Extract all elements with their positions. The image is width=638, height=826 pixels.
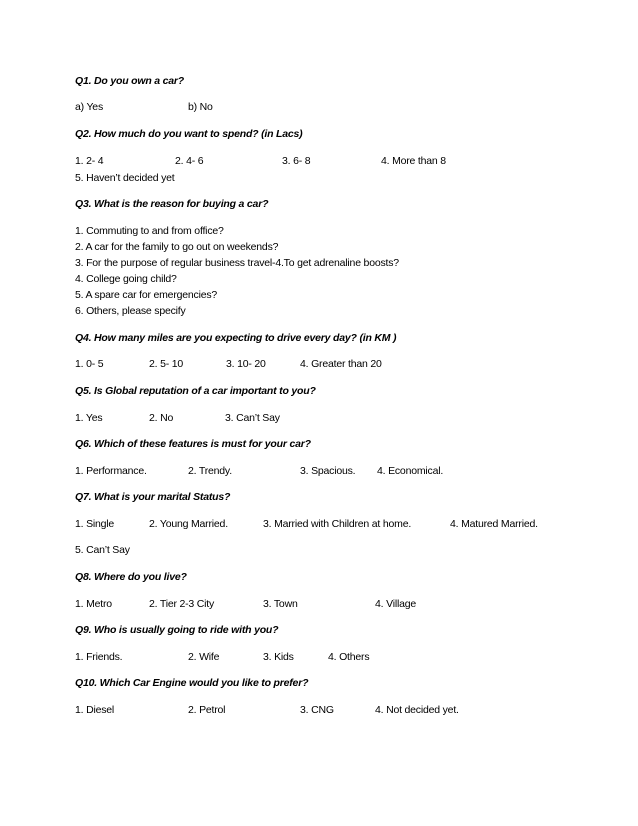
option: 3. For the purpose of regular business travel-4.To get adrenaline boosts? (75, 257, 399, 269)
option: 2. A car for the family to go out on weekends? (75, 241, 279, 253)
question-title: Q3. What is the reason for buying a car? (75, 198, 269, 210)
option: 5. Can’t Say (75, 544, 130, 556)
option: 5. A spare car for emergencies? (75, 289, 218, 301)
option: 4. Village (375, 598, 417, 610)
option: 1. Commuting to and from office? (75, 225, 224, 237)
option: 4. Matured Married. (450, 518, 538, 530)
option: 2. 5- 10 (149, 358, 184, 370)
option: 2. Tier 2-3 City (149, 598, 215, 610)
option: 3. CNG (300, 704, 334, 716)
option: 1. 0- 5 (75, 358, 104, 370)
option: 2. 4- 6 (175, 155, 204, 167)
option: 5. Haven’t decided yet (75, 172, 175, 184)
option: 1. Yes (75, 412, 103, 424)
option: 2. Petrol (188, 704, 226, 716)
option: b) No (188, 101, 213, 113)
option: 3. Kids (263, 651, 294, 663)
option: a) Yes (75, 101, 103, 113)
option: 2. Young Married. (149, 518, 228, 530)
question-title: Q4. How many miles are you expecting to drive every day? (in KM ) (75, 332, 397, 344)
option: 1. Single (75, 518, 115, 530)
option: 1. Diesel (75, 704, 115, 716)
option: 3. Can’t Say (225, 412, 280, 424)
option: 4. Economical. (377, 465, 444, 477)
question-title: Q10. Which Car Engine would you like to prefer? (75, 677, 309, 689)
question-title: Q1. Do you own a car? (75, 75, 184, 87)
question-title: Q6. Which of these features is must for your car? (75, 438, 311, 450)
option: 3. Spacious. (300, 465, 356, 477)
option: 3. 6- 8 (282, 155, 311, 167)
option: 1. Performance. (75, 465, 147, 477)
question-title: Q2. How much do you want to spend? (in Lacs) (75, 128, 303, 140)
option: 4. College going child? (75, 273, 177, 285)
option: 4. Greater than 20 (300, 358, 382, 370)
option: 2. Wife (188, 651, 220, 663)
option: 3. Married with Children at home. (263, 518, 412, 530)
option: 4. Others (328, 651, 370, 663)
option: 2. No (149, 412, 174, 424)
option: 2. Trendy. (188, 465, 232, 477)
option: 3. 10- 20 (226, 358, 266, 370)
question-title: Q5. Is Global reputation of a car important to you? (75, 385, 316, 397)
option: 1. 2- 4 (75, 155, 104, 167)
option: 1. Metro (75, 598, 112, 610)
option: 6. Others, please specify (75, 305, 186, 317)
question-title: Q8. Where do you live? (75, 571, 187, 583)
option: 3. Town (263, 598, 298, 610)
option: 4. Not decided yet. (375, 704, 459, 716)
question-title: Q9. Who is usually going to ride with you? (75, 624, 279, 636)
question-title: Q7. What is your marital Status? (75, 491, 231, 503)
option: 4. More than 8 (381, 155, 446, 167)
option: 1. Friends. (75, 651, 123, 663)
